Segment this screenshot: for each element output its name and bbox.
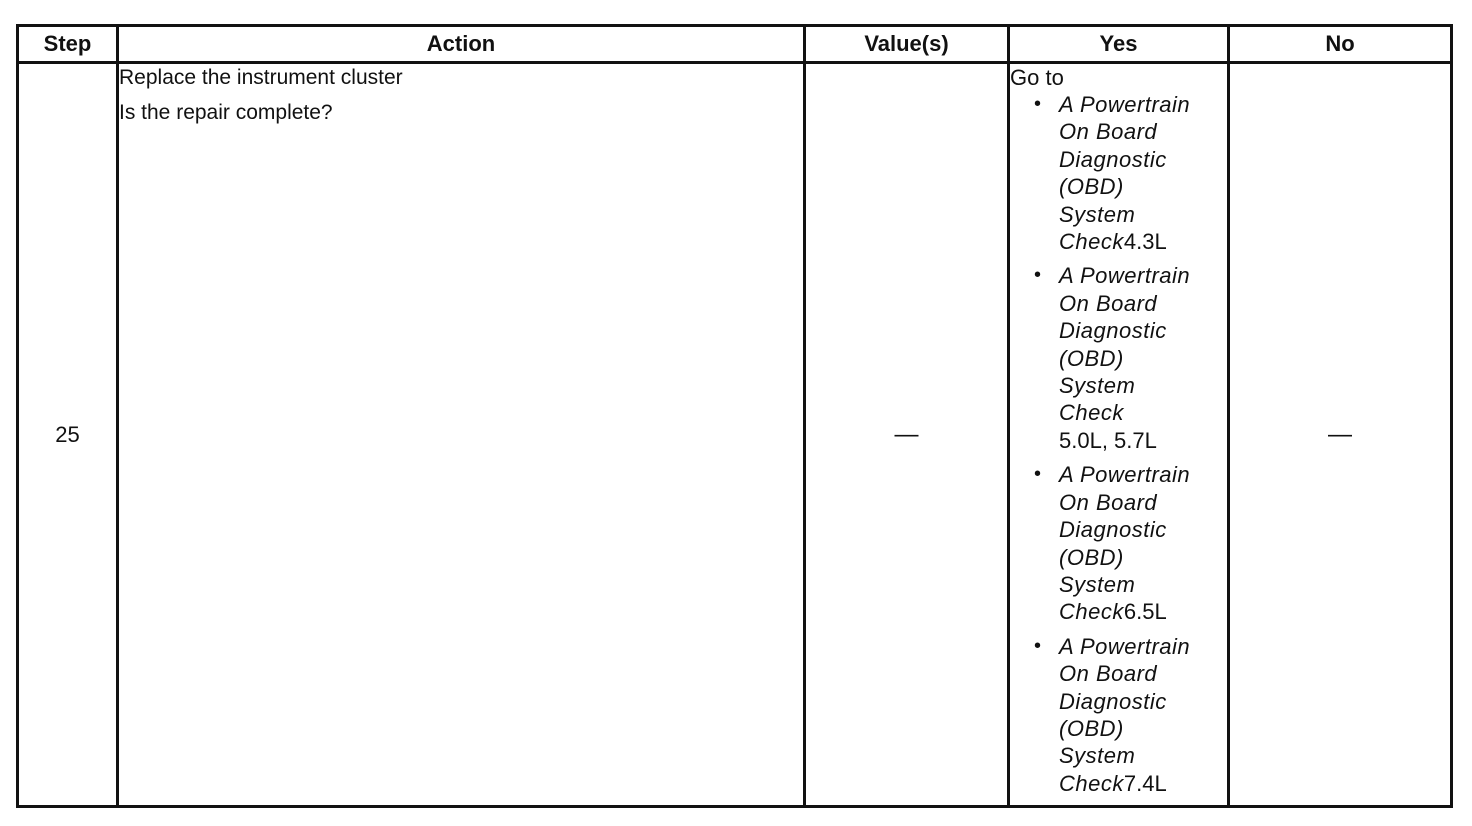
header-values: Value(s)	[805, 26, 1009, 63]
header-step: Step	[18, 26, 118, 63]
action-cell	[118, 63, 805, 807]
procedure-link-4-3l[interactable]: • A Powertrain On Board Diagnostic (OBD) System Check4.3L	[1034, 92, 1191, 255]
action-instruction: Replace the instrument cluster	[119, 66, 403, 89]
engine-label: 5.0L, 5.7L	[1059, 427, 1157, 453]
bullet-icon: •	[1034, 264, 1042, 287]
engine-label: 7.4L	[1123, 770, 1167, 796]
table-row	[18, 63, 1452, 807]
step-number: 25	[18, 63, 118, 807]
bullet-icon: •	[1034, 463, 1042, 486]
procedure-link-5-0l-5-7l[interactable]: • A Powertrain On Board Diagnostic (OBD) System Check 5.0L, 5.7L	[1034, 263, 1191, 453]
no-cell: —	[1229, 63, 1452, 807]
diagnostic-table	[16, 24, 1453, 808]
procedure-link-7-4l[interactable]: • A Powertrain On Board Diagnostic (OBD) System Check7.4L	[1034, 633, 1191, 796]
header-no: No	[1229, 26, 1452, 63]
header-row	[18, 26, 1452, 63]
yes-cell	[1009, 63, 1229, 807]
header-action: Action	[118, 26, 805, 63]
bullet-icon: •	[1034, 634, 1042, 657]
engine-label: 4.3L	[1123, 229, 1167, 255]
header-yes: Yes	[1009, 26, 1229, 63]
values-cell: —	[805, 63, 1009, 807]
bullet-icon: •	[1034, 93, 1042, 115]
action-question: Is the repair complete?	[119, 101, 333, 124]
procedure-link-list	[1010, 91, 1227, 797]
procedure-link-6-5l[interactable]: • A Powertrain On Board Diagnostic (OBD) System Check6.5L	[1034, 462, 1191, 625]
engine-label: 6.5L	[1123, 599, 1167, 625]
goto-label: Go to	[1010, 65, 1064, 90]
